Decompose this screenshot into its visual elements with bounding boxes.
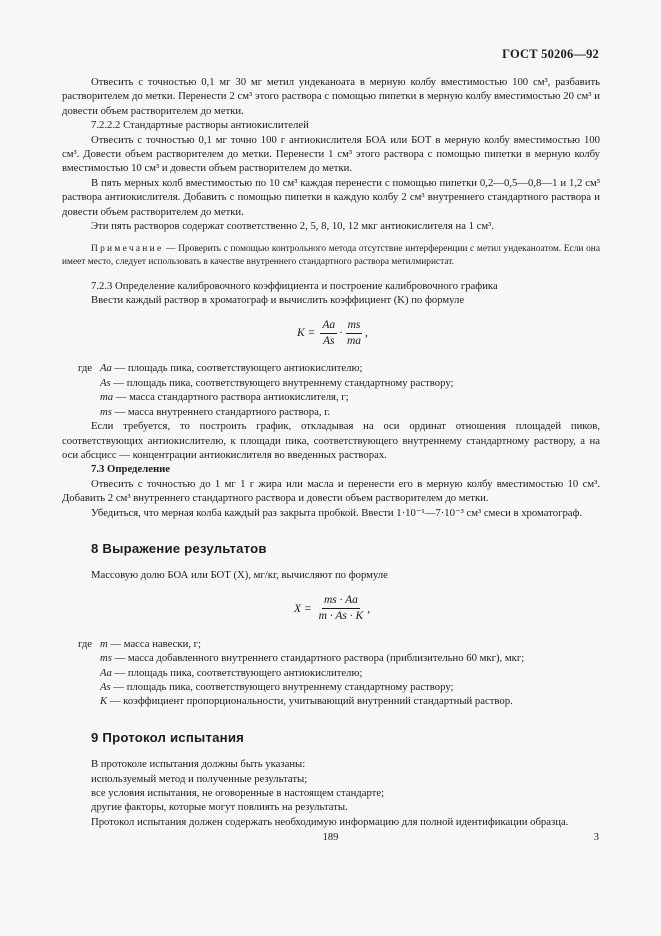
page-number: 189 [322, 832, 339, 843]
list-item: другие факторы, которые могут повлиять на результаты. [91, 801, 348, 814]
legend-row [78, 666, 600, 680]
subsection-heading: 7.3 Определение [91, 463, 170, 476]
legend-symbol: As [100, 376, 111, 389]
legend-text: — площадь пика, соответствующего внутреннему стандартному раствору; [110, 680, 454, 693]
legend-row [78, 390, 600, 404]
subsection-heading: 7.2.3 Определение калибровочного коэффициента и построение калибровочного графика [91, 279, 498, 292]
legend-symbol: As [100, 680, 111, 693]
denominator: As [322, 334, 335, 347]
legend-symbol: Aa [100, 666, 112, 679]
legend-prefix: где [78, 362, 93, 375]
legend-symbol: m [100, 637, 108, 650]
protocol-list [62, 757, 600, 815]
legend-symbol: K [100, 695, 108, 708]
legend-prefix: где [78, 637, 93, 650]
page-body [62, 75, 600, 829]
paragraph: Отвесить с точностью 0,1 мг 30 мг метил ундеканоата в мерную колбу вместимостью 100 см³, разбавить растворителем до метки. Перенести 2 см³ этого раствора с помощью пипетки в мерную колбу вместимостью 20 см³ и довести объем растворителем до метки. [62, 76, 600, 117]
paragraph: Ввести каждый раствор в хроматограф и вычислить коэффициент (K) по формуле [91, 294, 465, 307]
formula-lhs: X = [294, 602, 312, 615]
numerator: Aa [320, 319, 337, 334]
numerator: ms [346, 319, 363, 334]
legend-text: — площадь пика, соответствующего антиокислителю; [111, 666, 363, 679]
paragraph: Протокол испытания должен содержать необходимую информацию для полной идентификации образца. [91, 815, 569, 828]
legend-row [78, 376, 600, 390]
legend-row [78, 361, 600, 375]
legend-symbol: ma [100, 391, 114, 404]
formula-tail: , [365, 327, 368, 340]
paragraph: Отвесить с точностью до 1 мг 1 г жира или масла и перенести его в мерную колбу вместимостью 10 см³. Добавить 2 см³ внутреннего стандартного раствора и довести объем растворителем до метки. [62, 477, 600, 505]
standard-number: ГОСТ 50206—92 [502, 47, 599, 61]
paragraph: Эти пять растворов содержат соответственно 2, 5, 8, 10, 12 мкг антиокислителя на 1 см³. [91, 220, 495, 233]
paragraph: В пять мерных колб вместимостью по 10 см³ каждая перенести с помощью пипетки 0,2—0,5—0,8—1 и 1,2 см³ раствора антиокислителя. Добавить с помощью пипетки в каждую колбу 2 см³ внутреннего стандартного раствора и довести объем растворителем до метки. [62, 176, 600, 218]
section-heading: 8 Выражение результатов [91, 540, 267, 556]
fraction [317, 594, 366, 623]
legend-text: — площадь пика, соответствующего внутреннему стандартному раствору; [110, 376, 454, 389]
denominator: ma [346, 334, 361, 347]
list-item: В протоколе испытания должны быть указаны: [91, 758, 306, 771]
paragraph: Если требуется, то построить график, откладывая на оси ординат отношения площадей пиков, соответствующих антиокислителю, к площади пика, соответствующего внутреннему стандартному раствору, а на оси абсцисс — концентрации антиокислителя во введенных растворах. [62, 420, 600, 461]
formula-lhs: K = [297, 327, 316, 340]
sheet-number: 3 [593, 832, 599, 843]
legend-text: — масса стандартного раствора антиокислителя, г; [113, 391, 349, 404]
paragraph: Массовую долю БОА или БОТ (X), мг/кг, вычисляют по формуле [91, 569, 388, 582]
legend-text: — масса добавленного внутреннего стандартного раствора (приблизительно 60 мкг), мкг; [111, 652, 525, 665]
legend-row [78, 651, 600, 665]
legend-text: — площадь пика, соответствующего антиокислителю; [111, 362, 363, 375]
legend-text: — масса внутреннего стандартного раствора, г. [111, 405, 331, 418]
legend-symbol: ms [100, 652, 112, 665]
formula-legend [78, 361, 600, 419]
formula-k: K = $\frac{Aa}{As}$ · $\frac{ms}{ma}$ , [297, 318, 368, 347]
note-text: — Проверить с помощью контрольного метода отсутствие интерференции с метил ундеканоатом. Если она имеет место, следует использовать в качестве внутреннего стандартного раствора метилмиристат. [62, 244, 600, 268]
note-label: Примечание [91, 244, 164, 255]
legend-symbol: ms [100, 405, 112, 418]
note [62, 243, 600, 268]
legend-text: — масса навески, г; [107, 637, 202, 650]
formula-x [62, 589, 600, 633]
denominator: m · As · K [318, 610, 364, 623]
legend-symbol: Aa [100, 362, 112, 375]
paragraph: Отвесить с точностью 0,1 мг точно 100 г антиокислителя БОА или БОТ в мерную колбу вместимостью 100 см³. Довести объем растворителем до метки. Перенести 1 см³ этого раствора с помощью пипетки в мерную колбу вместимостью 10 см³ и довести объем растворителем до метки. [62, 133, 600, 175]
formula-legend [78, 637, 600, 709]
fraction [345, 319, 363, 348]
list-item: используемый метод и полученные результаты; [91, 772, 308, 785]
legend-row [78, 694, 600, 708]
paragraph: Убедиться, что мерная колба каждый раз закрыта пробкой. Ввести 1·10⁻¹—7·10⁻³ см³ смеси в хроматограф. [91, 506, 583, 519]
legend-text: — коэффициент пропорциональности, учитывающий внутренний стандартный раствор. [107, 695, 513, 708]
section-heading: 9 Протокол испытания [91, 729, 245, 745]
legend-row [78, 680, 600, 694]
formula-tail: , [367, 602, 371, 615]
fraction [320, 319, 337, 348]
list-item: все условия испытания, не оговоренные в настоящем стандарте; [91, 787, 385, 799]
subsection-heading: 7.2.2.2 Стандартные растворы антиокислителей [91, 119, 309, 132]
numerator: ms · Aa [322, 594, 360, 609]
legend-row [78, 405, 600, 419]
legend-row [78, 637, 600, 651]
